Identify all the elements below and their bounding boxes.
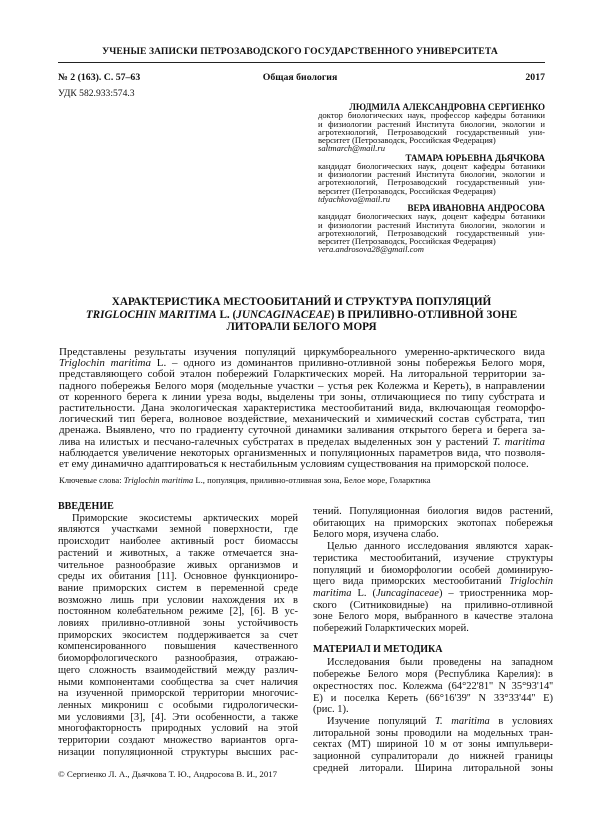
text-line xyxy=(313,669,553,681)
text-line xyxy=(313,506,553,518)
text-segment: побережье Белого моря (Республика Карелия): в xyxy=(313,669,553,681)
right-column xyxy=(313,506,553,774)
text-segment: популяций и биоморфологии особей доминирую- xyxy=(313,564,553,576)
text-segment: приморских экосистем поддерживается за счет xyxy=(58,629,298,641)
text-line xyxy=(58,677,298,689)
text-line xyxy=(313,600,553,612)
author-affiliation-line: верситет (Петрозаводск, Российская Федерация) xyxy=(318,135,496,145)
italic-text: Triglochin xyxy=(509,576,553,588)
text-segment: ского (Ситниковидные) на приливно-отливной xyxy=(313,599,553,611)
text-segment: лива на илистых и песчано-галечных субстратах в пределах выделенных зон у растений xyxy=(59,435,493,448)
author-affiliation-line: доктор биологических наук, профессор кафедры ботаники xyxy=(318,110,545,121)
text-segment: биоморфологического разнообразия, отражаю- xyxy=(58,653,298,665)
authors-block xyxy=(318,102,545,254)
author-affiliation-line: агротехнологий, Петрозаводский государственный уни- xyxy=(318,227,545,238)
text-line xyxy=(313,716,553,728)
author-entry xyxy=(318,103,545,153)
text-line xyxy=(313,518,553,530)
keywords xyxy=(59,475,431,485)
paragraph xyxy=(313,657,553,716)
author-affiliation-line: кандидат биологических наук, доцент кафедры ботаники xyxy=(318,211,545,222)
italic-text: maritima xyxy=(313,587,352,599)
text-segment: зоне Белого моря, выбранного в качестве эталона xyxy=(313,611,553,623)
text-segment: логический тип берега, волновое воздействие, механический и химический состав субстрата, тип xyxy=(59,413,545,426)
text-segment: Белого моря, изучена слабо. xyxy=(313,529,439,541)
left-column xyxy=(58,501,298,758)
text-segment: в условиях xyxy=(489,715,553,727)
italic-text: TRIGLOCHIN MARITIMA xyxy=(85,308,217,321)
text-segment: от коренного берега к линии уреза воды, выделены три зоны, отличающиеся по типу субстрата и xyxy=(59,390,545,403)
text-segment: ными компонентами сообщества за счет наличия xyxy=(58,676,298,688)
text-segment: сектах (МТ) шириной 10 м от зоны импульвери- xyxy=(313,739,553,751)
author-affiliation-line: агротехнологий, Петрозаводский государственный уни- xyxy=(318,177,545,188)
text-line xyxy=(58,560,298,572)
issue-pages: № 2 (163). С. 57–63 xyxy=(58,72,141,83)
copyright: © Сергиенко Л. А., Дьячкова Т. Ю., Андросова В. И., 2017 xyxy=(58,769,278,779)
author-email[interactable]: vera.androsova28@gmail.com xyxy=(318,244,424,255)
header-divider xyxy=(58,62,545,63)
text-segment: низации популяционной структуры высших рас- xyxy=(58,746,298,758)
text-line xyxy=(313,763,553,775)
italic-text: Triglochin maritima xyxy=(123,475,194,485)
text-segment: ЛИТОРАЛИ БЕЛОГО МОРЯ xyxy=(226,321,377,333)
text-segment: ) В ПРИЛИВНО-ОТЛИВНОЙ ЗОНЕ xyxy=(330,308,518,321)
text-segment: среды их обитания [11]. Основное функциониро- xyxy=(58,571,298,583)
text-line xyxy=(58,513,298,525)
text-segment: Ключевые слова: xyxy=(59,475,124,485)
text-line xyxy=(58,571,298,583)
year: 2017 xyxy=(525,72,545,83)
text-line xyxy=(58,723,298,735)
text-line xyxy=(313,704,553,716)
author-entry xyxy=(318,154,545,204)
text-segment: средней литорали. Ширина литоральной зоны xyxy=(313,762,553,774)
text-line xyxy=(58,700,298,712)
author-affiliation-line: агротехнологий, Петрозаводский государственный уни- xyxy=(318,126,545,137)
text-line xyxy=(313,576,553,588)
text-segment: окрестностях пос. Колежма (64°22'81'' N 35°93'14'' xyxy=(313,680,553,692)
journal-title: УЧЕНЫЕ ЗАПИСКИ ПЕТРОЗАВОДСКОГО ГОСУДАРСТВЕННОГО УНИВЕРСИТЕТА xyxy=(102,46,498,57)
author-name: ВЕРА ИВАНОВНА АНДРОСОВА xyxy=(407,203,545,213)
author-email[interactable]: tdyachkova@mail.ru xyxy=(318,193,391,204)
text-segment: происходит наиболее активный рост биомассы xyxy=(58,536,298,548)
text-segment: территории создают множество вариантов орга- xyxy=(58,735,298,747)
paragraph xyxy=(313,506,553,541)
text-line xyxy=(313,588,553,600)
text-line xyxy=(313,541,553,553)
text-line xyxy=(313,611,553,623)
text-segment: наблюдается увеличение некоторых организменных и популяционных параметров вида, что позволя- xyxy=(59,446,545,459)
text-line xyxy=(58,747,298,759)
introduction-continued-text xyxy=(313,506,553,635)
text-segment: L. ( xyxy=(351,587,376,599)
text-line xyxy=(58,536,298,548)
text-line xyxy=(58,583,298,595)
text-line xyxy=(58,606,298,618)
text-segment: вание приморских систем в переменной среде xyxy=(58,582,298,594)
article-title xyxy=(58,296,545,334)
text-segment: возможно лишь при условии нахождения их в xyxy=(58,594,298,606)
abstract xyxy=(59,347,545,470)
text-segment: L., популяция, приливно-отливная зона, Белое море, Голарктика xyxy=(193,475,431,485)
section-heading-methods: МАТЕРИАЛ И МЕТОДИКА xyxy=(313,643,443,655)
text-segment: тений. Популяционная биология видов растений, xyxy=(313,506,553,517)
text-segment: ХАРАКТЕРИСТИКА МЕСТООБИТАНИЙ И СТРУКТУРА ПОПУЛЯЦИЙ xyxy=(111,296,492,308)
text-segment: обитающих на приморских экотопах побережья xyxy=(313,517,553,529)
author-affiliation-line: и физиологии растений Института биологии, экологии и xyxy=(318,219,545,230)
methods-text xyxy=(313,657,553,774)
author-affiliation-line: верситет (Петрозаводск, Российская Федерация) xyxy=(318,236,496,246)
author-affiliation-line: кандидат биологических наук, доцент кафедры ботаники xyxy=(318,160,545,171)
text-line xyxy=(313,728,553,740)
text-segment: падного побережья Белого моря (модельные участки – устья рек Колежма и Кереть), в направлении xyxy=(59,379,545,392)
text-line xyxy=(313,751,553,763)
text-line xyxy=(58,641,298,653)
italic-text: JUNCAGINACEAE xyxy=(236,308,331,321)
author-affiliation-line: и физиологии растений Института биологии, экологии и xyxy=(318,118,545,129)
text-line xyxy=(313,553,553,565)
text-line xyxy=(313,657,553,669)
text-line xyxy=(58,653,298,665)
paragraph xyxy=(58,513,298,759)
author-email[interactable]: saltmarch@mail.ru xyxy=(318,143,386,154)
text-line xyxy=(313,565,553,577)
text-line xyxy=(58,735,298,747)
italic-text: T. maritima xyxy=(492,435,545,448)
text-segment: Целью данного исследования являются харак- xyxy=(327,541,553,553)
text-line xyxy=(58,665,298,677)
text-line xyxy=(58,618,298,630)
author-entry xyxy=(318,204,545,254)
text-segment: Представлены результаты изучения популяций циркумбореального умеренно-арктического вида xyxy=(59,346,545,358)
text-line xyxy=(58,524,298,536)
introduction-text xyxy=(58,513,298,759)
text-segment: (рис. 1). xyxy=(313,704,349,716)
author-affiliation-line: верситет (Петрозаводск, Российская Федерация) xyxy=(318,185,496,196)
text-segment: литоральной зоны проводили на модельных тран- xyxy=(313,727,553,739)
text-segment: теристика местообитаний, изучение структуры xyxy=(313,552,553,564)
italic-text: Juncaginaceae xyxy=(375,587,439,599)
text-segment: являются участками земной поверхности, где xyxy=(58,524,298,536)
italic-text: Triglochin maritima xyxy=(59,357,151,370)
text-segment: побережий Голарктических морей. xyxy=(313,623,469,635)
text-line xyxy=(313,529,553,541)
text-segment: на изученной приморской территории многочис- xyxy=(58,688,298,700)
text-segment: зационной супралиторали до нижней границы xyxy=(313,751,553,763)
section-heading-introduction: ВВЕДЕНИЕ xyxy=(58,501,114,512)
text-segment: чительное разнообразие живых организмов и xyxy=(58,559,298,571)
text-line xyxy=(58,630,298,642)
text-line xyxy=(58,712,298,724)
text-line xyxy=(313,681,553,693)
text-segment: постоянном колебательном режиме [2], [6]. В ус- xyxy=(58,606,298,618)
text-segment: компенсированного повышения качественного xyxy=(58,641,298,653)
text-segment: Исследования были проведены на западном xyxy=(327,657,553,669)
text-segment: ми условиями [3], [4]. Эти особенности, а также xyxy=(58,711,298,723)
text-line xyxy=(313,693,553,705)
text-segment: Приморские экосистемы арктических морей xyxy=(72,512,298,524)
udk-code: УДК 582.933:574.3 xyxy=(58,88,135,99)
text-segment: ленных микрониш с особыми гидрологически- xyxy=(58,699,298,711)
text-segment: Изучение популяций xyxy=(327,715,435,727)
text-segment: L. ( xyxy=(216,308,237,321)
text-segment: щего сложность взаимодействий между различ- xyxy=(58,664,298,676)
text-segment: растений и животных, а также отмечается зна- xyxy=(58,547,298,559)
author-affiliation-line: и физиологии растений Института биологии, экологии и xyxy=(318,169,545,179)
title-line xyxy=(58,296,545,309)
text-segment: ловиях приливно-отливной зоны устойчивость xyxy=(58,618,298,630)
text-segment: L. – одного из доминантов приливно-отливной зоны побережья Белого моря, xyxy=(150,357,545,370)
text-segment: ) – триостренника мор- xyxy=(438,587,554,599)
author-name: ТАМАРА ЮРЬЕВНА ДЬЯЧКОВА xyxy=(405,152,545,163)
text-segment: представляющего собой эталон побережий Голарктических морей. На литоральной территории за- xyxy=(59,368,545,381)
author-name: ЛЮДМИЛА АЛЕКСАНДРОВНА СЕРГИЕНКО xyxy=(349,102,545,112)
text-segment: ет ему динамично адаптироваться к нестабильным условиям существования на приморской полосе. xyxy=(59,458,529,471)
paragraph xyxy=(313,716,553,775)
text-segment: щего вида приморских местообитаний xyxy=(313,576,510,588)
text-line xyxy=(58,548,298,560)
paragraph xyxy=(313,541,553,635)
text-line xyxy=(313,623,553,635)
text-segment: E) и поселка Кереть (66°16'39'' N 33°33'44'' E) xyxy=(313,692,553,704)
text-line xyxy=(313,739,553,751)
text-segment: дренажа. Выявлено, что по градиенту суточной динамики заливания открытого берега и берега за- xyxy=(59,424,545,437)
text-segment: многофакторность природных условий на этой xyxy=(58,723,298,735)
text-line xyxy=(58,595,298,607)
title-line xyxy=(58,321,545,334)
section-name: Общая биология xyxy=(262,72,338,83)
text-line xyxy=(58,688,298,700)
title-line xyxy=(58,309,545,322)
paragraph xyxy=(59,347,545,470)
text-line xyxy=(59,459,545,470)
italic-text: T. maritima xyxy=(435,715,490,727)
text-segment: растительности. Дана экологическая характеристика местообитаний вида, включающая геоморфо- xyxy=(59,402,545,415)
